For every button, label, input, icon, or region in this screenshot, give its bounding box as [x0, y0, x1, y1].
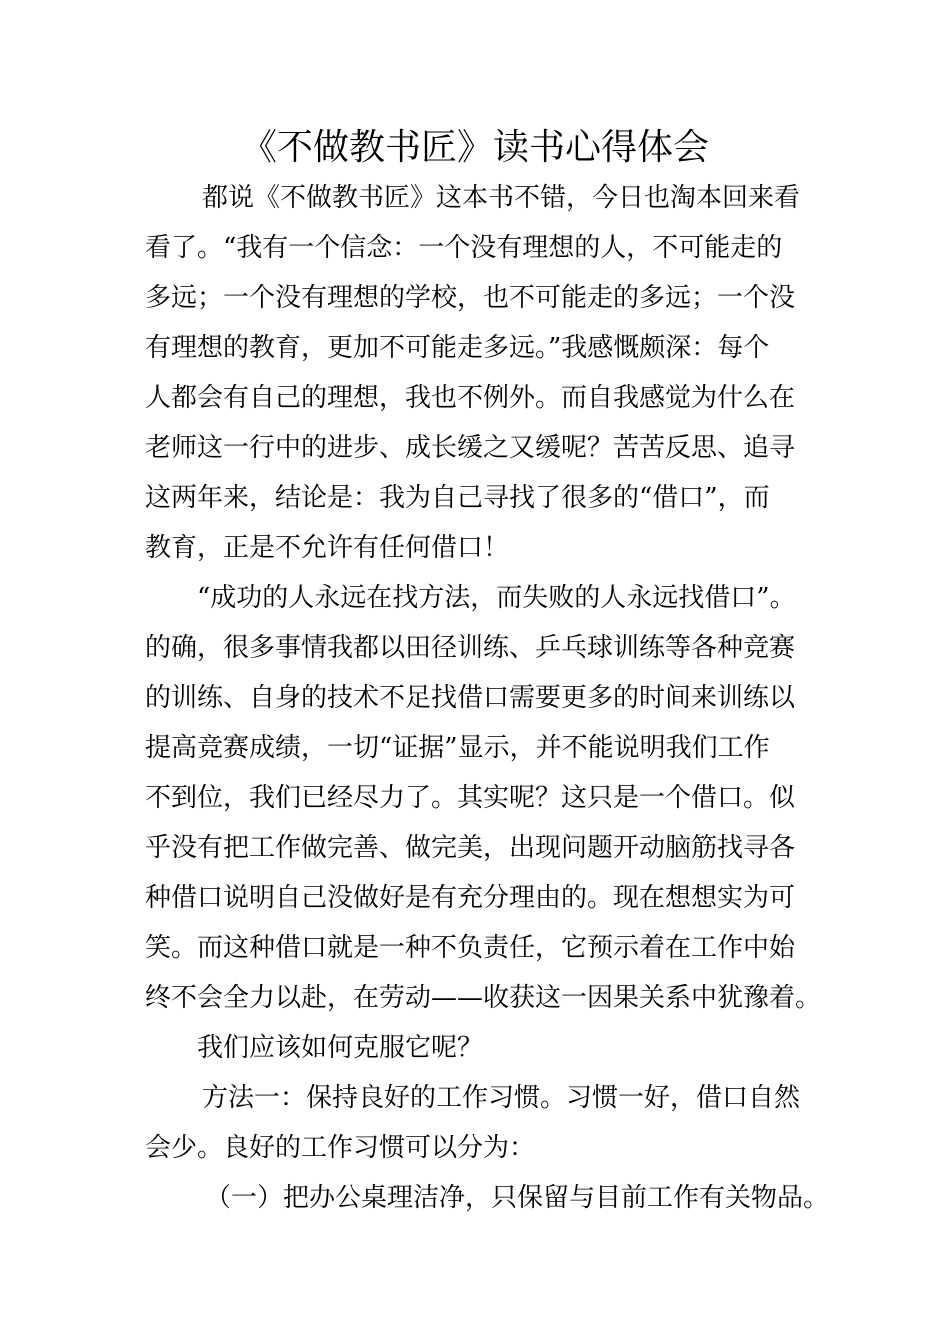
paragraph-line: 看了。“我有一个信念：一个没有理想的人，不可能走的	[145, 233, 783, 263]
paragraph-line: 乎没有把工作做完善、做完美，出现问题开动脑筋找寻各	[145, 833, 796, 863]
paragraph-line: 笑。而这种借口就是一种不负责任，它预示着在工作中始	[145, 933, 796, 963]
paragraph-line: 方法一：保持良好的工作习惯。习惯一好，借口自然	[202, 1083, 801, 1113]
paragraph-line: 种借口说明自己没做好是有充分理由的。现在想想实为可	[145, 883, 796, 913]
document-title: 《不做教书匠》读书心得体会	[240, 127, 709, 168]
paragraph-line: 都说《不做教书匠》这本书不错，今日也淘本回来看	[202, 183, 801, 213]
paragraph-line: 会少。良好的工作习惯可以分为：	[145, 1133, 536, 1163]
paragraph-line: （一）把办公桌理洁净，只保留与目前工作有关物品。	[205, 1183, 830, 1213]
paragraph-line: 老师这一行中的进步、成长缓之又缓呢？苦苦反思、追寻	[145, 433, 796, 463]
paragraph-line: 终不会全力以赴，在劳动——收获这一因果关系中犹豫着。	[145, 983, 822, 1013]
document-body	[145, 173, 830, 1223]
paragraph-line: 多远；一个没有理想的学校，也不可能走的多远；一个没	[145, 283, 796, 313]
paragraph-line: 有理想的教育，更加不可能走多远。”我感慨颇深：每个	[145, 333, 770, 363]
paragraph-line: 这两年来，结论是：我为自己寻找了很多的“借口”，而	[145, 483, 770, 513]
paragraph-line: 的训练、自身的技术不足找借口需要更多的时间来训练以	[145, 683, 796, 713]
paragraph-line: 不到位，我们已经尽力了。其实呢？这只是一个借口。似	[145, 783, 796, 813]
paragraph-line: 我们应该如何克服它呢？	[197, 1033, 484, 1063]
paragraph-line: 提高竞赛成绩，一切“证据”显示，并不能说明我们工作	[145, 733, 770, 763]
paragraph-line: 的确，很多事情我都以田径训练、乒乓球训练等各种竞赛	[145, 633, 796, 663]
paragraph-line: 教育，正是不允许有任何借口！	[145, 533, 510, 563]
paragraph-line: “成功的人永远在找方法，而失败的人永远找借口”。	[197, 583, 796, 613]
paragraph-line: 人都会有自己的理想，我也不例外。而自我感觉为什么在	[145, 383, 796, 413]
